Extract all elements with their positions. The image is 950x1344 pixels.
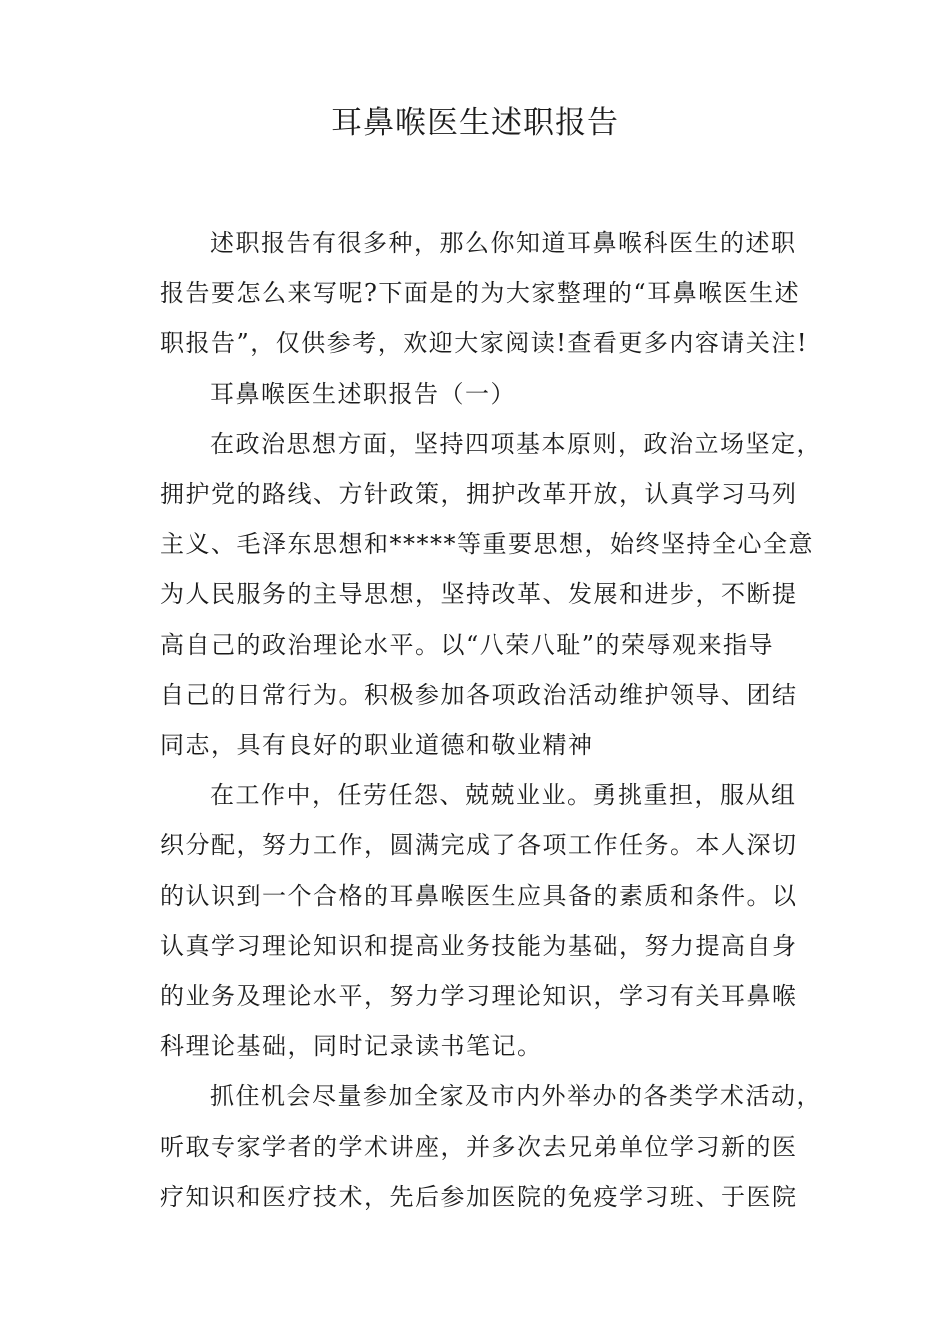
paragraph-intro xyxy=(160,218,840,369)
paragraph-line: 在工作中，任劳任怨、兢兢业业。勇挑重担，服从组 xyxy=(210,781,797,810)
paragraph-political xyxy=(160,419,840,770)
paragraph-line: 织分配，努力工作，圆满完成了各项工作任务。本人深切 xyxy=(160,831,798,860)
paragraph-line: 拥护党的路线、方针政策，拥护改革开放，认真学习马列 xyxy=(160,480,798,509)
paragraph-line: 认真学习理论知识和提高业务技能为基础，努力提高自身 xyxy=(160,931,798,960)
paragraph-line: 抓住机会尽量参加全家及市内外举办的各类学术活动， xyxy=(210,1082,822,1111)
paragraph-line: 疗知识和医疗技术，先后参加医院的免疫学习班、于医院 xyxy=(160,1182,798,1211)
paragraph-line: 在政治思想方面，坚持四项基本原则，政治立场坚定， xyxy=(210,429,822,458)
section-heading xyxy=(160,369,840,419)
paragraph-line: 职报告”，仅供参考，欢迎大家阅读!查看更多内容请关注! xyxy=(160,329,809,358)
paragraph-line: 科理论基础，同时记录读书笔记。 xyxy=(160,1032,543,1061)
paragraph-line: 高自己的政治理论水平。以“八荣八耻”的荣辱观来指导 xyxy=(160,630,775,659)
paragraph-line: 的业务及理论水平，努力学习理论知识，学习有关耳鼻喉 xyxy=(160,982,798,1011)
paragraph-academic xyxy=(160,1071,840,1222)
paragraph-line: 主义、毛泽东思想和*****等重要思想，始终坚持全心全意 xyxy=(160,530,814,559)
paragraph-line: 的认识到一个合格的耳鼻喉医生应具备的素质和条件。以 xyxy=(160,881,798,910)
paragraph-line: 为人民服务的主导思想，坚持改革、发展和进步，不断提 xyxy=(160,580,798,609)
document-body xyxy=(160,218,840,1222)
paragraph-line: 同志，具有良好的职业道德和敬业精神 xyxy=(160,731,594,760)
paragraph-line: 报告要怎么来写呢?下面是的为大家整理的“耳鼻喉医生述 xyxy=(160,279,801,308)
paragraph-line: 述职报告有很多种，那么你知道耳鼻喉科医生的述职 xyxy=(210,229,797,257)
paragraph-line: 听取专家学者的学术讲座，并多次去兄弟单位学习新的医 xyxy=(160,1132,798,1161)
paragraph-line: 自己的日常行为。积极参加各项政治活动维护领导、团结 xyxy=(160,680,798,709)
section-heading-text: 耳鼻喉医生述职报告（一） xyxy=(210,379,516,408)
document-title: 耳鼻喉医生述职报告 xyxy=(331,105,619,141)
paragraph-work xyxy=(160,770,840,1071)
